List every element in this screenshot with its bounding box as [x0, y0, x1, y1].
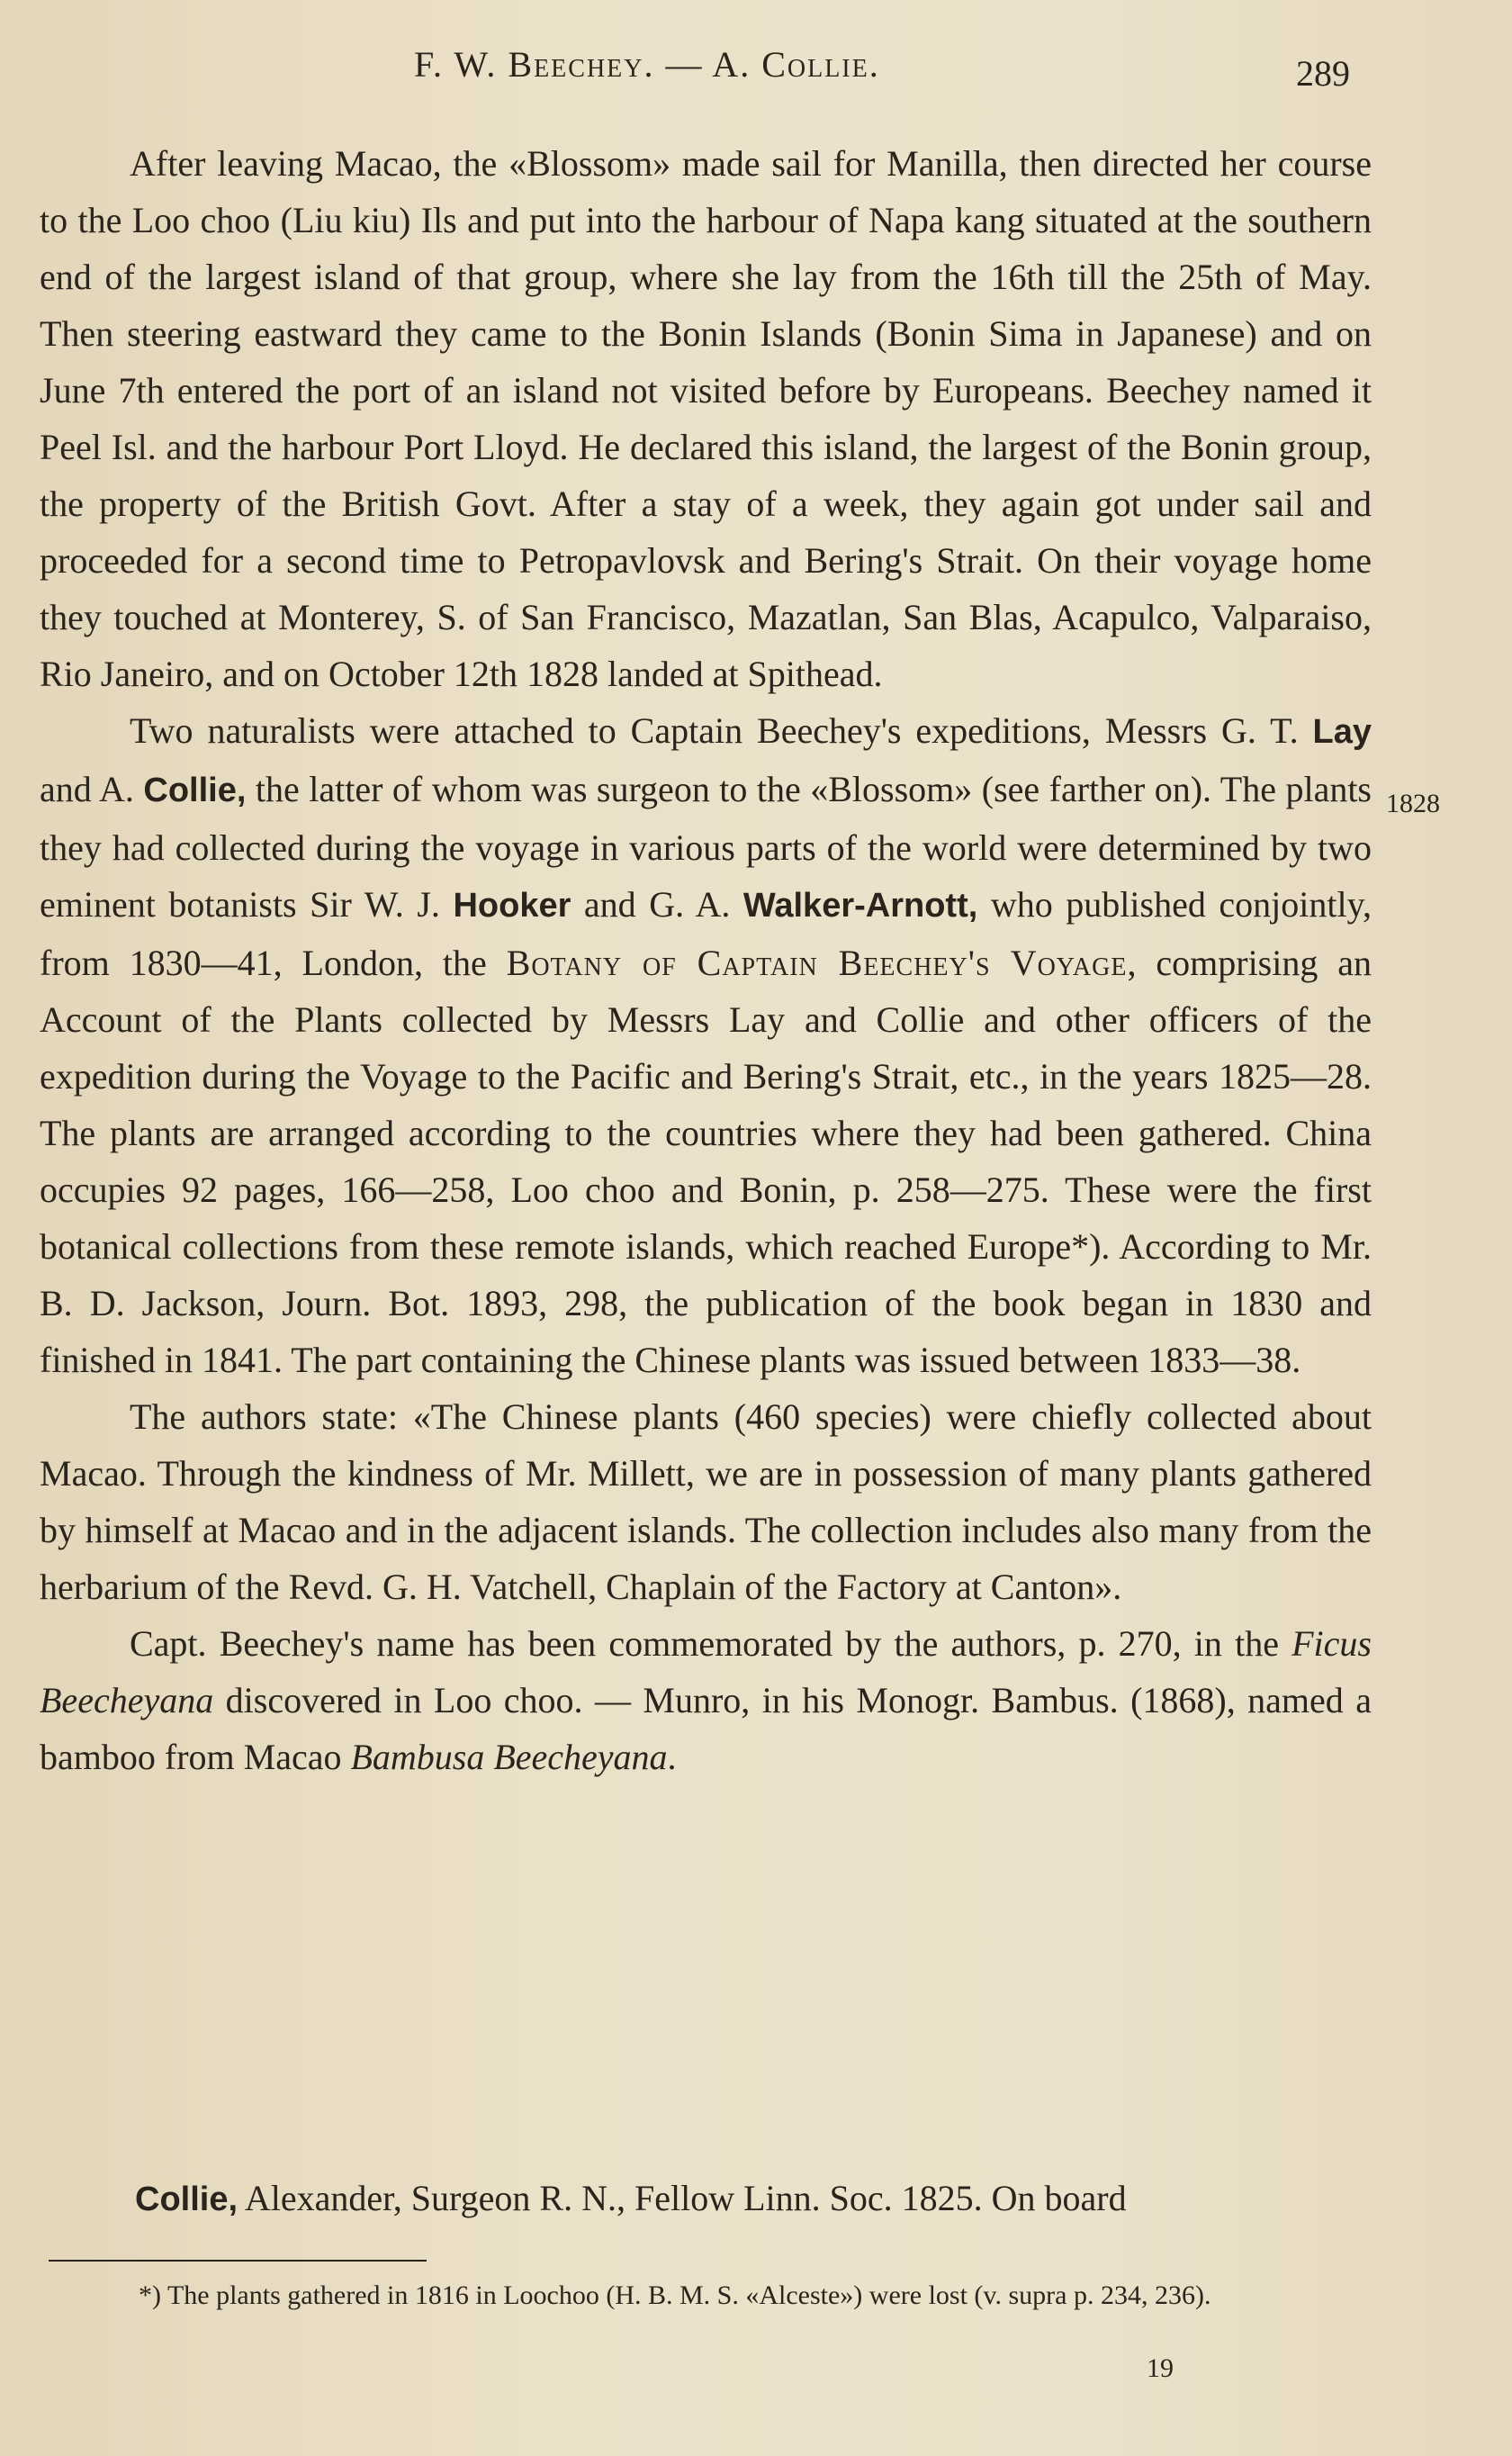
text-run: Capt. Beechey's name has been commemorated by the authors, p. 270, in the [130, 1623, 1292, 1664]
species-ficus: Ficus Beecheyana [40, 1623, 1372, 1720]
margin-year: 1828 [1386, 789, 1440, 818]
page-number: 289 [1296, 53, 1350, 94]
text-run: , comprising an Account of the Plants collected by Messrs Lay and Collie and other officers of the expedition during the Voyage to the Pacific and Bering's Strait, etc., in the years 1825—28. The plants are arranged according to the countries where they had been gathered. China occupies 92 pages, 166—258, Loo choo and Bonin, p. 258—275. These were the first botanical collections from these remote islands, which reached Europe*). According to Mr. B. D. Jackson, Journ. Bot. 1893, 298, the publication of the book began in 1830 and finished in 1841. The part containing the Chinese plants was issued between 1833—38. [40, 943, 1372, 1380]
text-run: and G. A. [571, 884, 743, 925]
text-run: the latter of whom was surgeon to the «Blossom» (see farther on). The plants they had collected during the voyage in various parts of the world were determined by two eminent botanists Sir W. J. [40, 769, 1372, 925]
text-run: discovered in Loo choo. — Munro, in his Monogr. Bambus. (1868), named a bamboo from Macao [40, 1680, 1372, 1777]
entry-name: Collie, [135, 2181, 238, 2218]
paragraph-voyage: After leaving Macao, the «Blossom» made sail for Manilla, then directed her course to the Loo choo (Liu kiu) Ils and put into the harbour of Napa kang situated at the southern end of the largest island of that group, where she lay from the 16th till the 25th of May. Then steering eastward they came to the Bonin Islands (Bonin Sima in Japanese) and on June 7th entered the port of an island not visited before by Europeans. Beechey named it Peel Isl. and the harbour Port Lloyd. He declared this island, the largest of the Bonin group, the property of the British Govt. After a stay of a week, they again got under sail and proceeded for a second time to Petropavlovsk and Bering's Strait. On their voyage home they touched at Monterey, S. of San Francisco, Mazatlan, San Blas, Acapulco, Valparaiso, Rio Janeiro, and on October 12th 1828 landed at Spithead. [40, 143, 1372, 694]
signature-mark: 19 [1147, 2353, 1174, 2383]
footnote-rule [49, 2260, 427, 2262]
footnote-text: *) The plants gathered in 1816 in Loochoo (H. B. M. S. «Alceste») were lost (v. supra p. 234, 236). [139, 2280, 1211, 2310]
collie-entry [135, 2172, 1381, 2226]
entry-text: Alexander, Surgeon R. N., Fellow Linn. Soc. 1825. On board [238, 2178, 1127, 2218]
main-text [40, 135, 1372, 1785]
name-collie: Collie, [143, 772, 247, 809]
name-hooker: Hooker [453, 887, 572, 925]
paragraph-naturalists [40, 702, 1372, 1388]
running-head [0, 43, 1512, 106]
text-run: and A. [40, 769, 144, 809]
paragraph-commemoration [40, 1615, 1372, 1785]
species-bambusa: Bambusa Beecheyana [350, 1737, 668, 1777]
book-title: Botany of Captain Beechey's Voyage [506, 943, 1128, 983]
text-run: Two naturalists were attached to Captain Beechey's expeditions, Messrs G. T. [130, 710, 1313, 751]
text-run: . [667, 1737, 677, 1777]
footnote [49, 2274, 1381, 2317]
paragraph-authors-state: The authors state: «The Chinese plants (460 species) were chiefly collected about Macao. Through the kindness of Mr. Millett, we are in possession of many plants gathered by himself at Macao and in the adjacent islands. The collection includes also many from the herbarium of the Revd. G. H. Vatchell, Chaplain of the Factory at Canton». [40, 1396, 1372, 1607]
name-lay: Lay [1312, 713, 1372, 751]
name-walker-arnott: Walker-Arnott, [742, 887, 978, 925]
text-run: who published conjointly, from 1830—41, London, the [40, 884, 1372, 983]
running-head-title: F. W. Beechey. — A. Collie. [414, 44, 880, 85]
